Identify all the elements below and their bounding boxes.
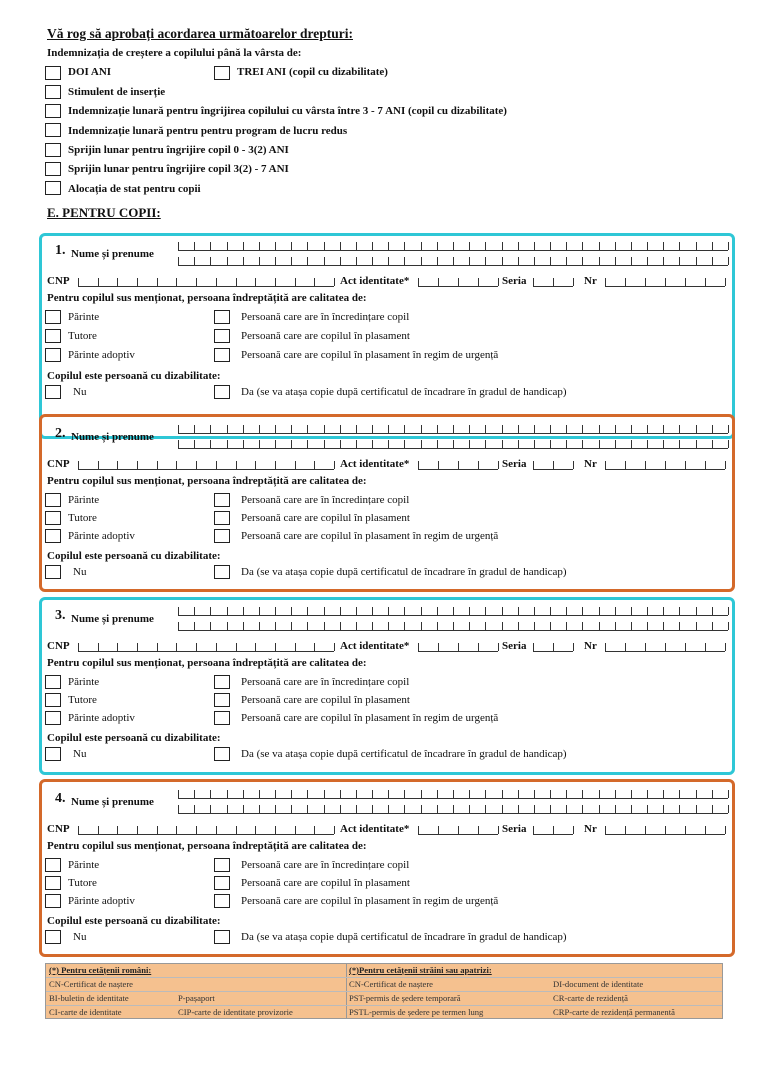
label-cnp: CNP [47,823,70,835]
checkbox-incredintare[interactable] [214,858,230,872]
input-seria[interactable] [533,461,573,470]
footer-right-item: CRP-carte de rezidență permanentă [553,1007,675,1017]
subtitle-indemnizatie: Indemnizația de creștere a copilului până la vârsta de: [47,47,302,59]
label-nr: Nr [584,458,597,470]
checkbox-plasament[interactable] [214,511,230,525]
label-plasament: Persoană care are copilul în plasament [241,512,410,524]
label-seria: Seria [502,458,527,470]
label-tutore: Tutore [68,330,97,342]
input-nr[interactable] [605,278,725,287]
label-da: Da (se va atașa copie după certificatul de încadrare în gradul de handicap) [241,748,567,760]
label-nu: Nu [73,566,87,578]
checkbox-da[interactable] [214,747,230,761]
checkbox-indemnizatie-3-7[interactable] [45,104,61,118]
label-parinte: Părinte [68,859,100,871]
label-parinte-adoptiv: Părinte adoptiv [68,895,135,907]
label-da: Da (se va atașa copie după certificatul de încadrare în gradul de handicap) [241,386,567,398]
label-nr: Nr [584,823,597,835]
input-cnp[interactable] [78,826,334,835]
label-da: Da (se va atașa copie după certificatul de încadrare în gradul de handicap) [241,931,567,943]
label-trei-ani: TREI ANI (copil cu dizabilitate) [237,66,388,78]
label-alocatie: Alocația de stat pentru copii [68,183,201,195]
checkbox-doi-ani[interactable] [45,66,61,80]
label-incredintare: Persoană care are în încredințare copil [241,676,410,688]
checkbox-nu[interactable] [45,930,61,944]
label-plasament-urgenta: Persoană care are copilul în plasament în regim de urgență [241,895,499,907]
input-cnp[interactable] [78,461,334,470]
checkbox-parinte[interactable] [45,493,61,507]
checkbox-nu[interactable] [45,565,61,579]
input-seria[interactable] [533,278,573,287]
label-nume-prenume: Nume și prenume [71,613,154,625]
footer-right-title: (*)Pentru cetățenii străini sau apatrizi: [349,965,492,975]
checkbox-parinte-adoptiv[interactable] [45,711,61,725]
label-plasament-urgenta: Persoană care are copilul în plasament în regim de urgență [241,349,499,361]
label-calitate-question: Pentru copilul sus menționat, persoana îndreptățită are calitatea de: [47,657,367,669]
label-act-identitate: Act identitate* [340,275,410,287]
input-nume-prenume[interactable] [178,242,728,251]
checkbox-da[interactable] [214,565,230,579]
child-number: 4. [55,791,66,806]
label-dizabilitate-question: Copilul este persoană cu dizabilitate: [47,732,221,744]
footer-legend [45,963,723,1019]
label-nu: Nu [73,386,87,398]
label-calitate-question: Pentru copilul sus menționat, persoana îndreptățită are calitatea de: [47,292,367,304]
label-parinte: Părinte [68,311,100,323]
label-parinte-adoptiv: Părinte adoptiv [68,349,135,361]
checkbox-stimulent[interactable] [45,85,61,99]
label-parinte-adoptiv: Părinte adoptiv [68,530,135,542]
checkbox-incredintare[interactable] [214,675,230,689]
input-act-identitate[interactable] [418,461,498,470]
label-cnp: CNP [47,458,70,470]
checkbox-parinte-adoptiv[interactable] [45,894,61,908]
label-doi-ani: DOI ANI [68,66,112,78]
input-nume-prenume[interactable] [178,790,728,799]
label-parinte-adoptiv: Părinte adoptiv [68,712,135,724]
label-nu: Nu [73,748,87,760]
label-nu: Nu [73,931,87,943]
input-act-identitate[interactable] [418,278,498,287]
input-cnp[interactable] [78,643,334,652]
child-number: 3. [55,608,66,623]
label-parinte: Părinte [68,676,100,688]
label-plasament: Persoană care are copilul în plasament [241,330,410,342]
input-act-identitate[interactable] [418,826,498,835]
form-title: Vă rog să aprobați acordarea următoarelor drepturi: [47,26,353,41]
label-sprijin-3-7: Sprijin lunar pentru îngrijire copil 3(2) - 7 ANI [68,163,289,175]
footer-right-item: CR-carte de rezidență [553,993,628,1003]
checkbox-parinte[interactable] [45,310,61,324]
label-incredintare: Persoană care are în încredințare copil [241,311,410,323]
label-indemnizatie-3-7: Indemnizație lunară pentru îngrijirea copilului cu vârsta între 3 - 7 ANI (copil cu dizabilitate) [68,105,507,117]
checkbox-parinte[interactable] [45,858,61,872]
checkbox-plasament-urgenta[interactable] [214,529,230,543]
label-da: Da (se va atașa copie după certificatul de încadrare în gradul de handicap) [241,566,567,578]
footer-left-item: CI-carte de identitate [49,1007,122,1017]
checkbox-parinte-adoptiv[interactable] [45,529,61,543]
input-nume-prenume-2[interactable] [178,805,728,814]
checkbox-program-redus[interactable] [45,123,61,137]
checkbox-plasament-urgenta[interactable] [214,348,230,362]
footer-right-item: DI-document de identitate [553,979,644,989]
footer-right-item: CN-Certificat de naștere [349,979,433,989]
label-act-identitate: Act identitate* [340,823,410,835]
checkbox-plasament[interactable] [214,693,230,707]
checkbox-sprijin-0-3[interactable] [45,143,61,157]
checkbox-alocatie[interactable] [45,181,61,195]
input-nume-prenume-2[interactable] [178,257,728,266]
input-seria[interactable] [533,826,573,835]
checkbox-incredintare[interactable] [214,493,230,507]
footer-right-item: PST-permis de ședere temporară [349,993,461,1003]
label-nume-prenume: Nume și prenume [71,796,154,808]
label-incredintare: Persoană care are în încredințare copil [241,494,410,506]
checkbox-plasament[interactable] [214,329,230,343]
label-plasament: Persoană care are copilul în plasament [241,877,410,889]
input-act-identitate[interactable] [418,643,498,652]
label-program-redus: Indemnizație lunară pentru pentru program de lucru redus [68,125,348,137]
child-number: 2. [55,426,66,441]
footer-left-item: P-pașaport [178,993,215,1003]
label-parinte: Părinte [68,494,100,506]
label-calitate-question: Pentru copilul sus menționat, persoana îndreptățită are calitatea de: [47,840,367,852]
checkbox-tutore[interactable] [45,876,61,890]
label-cnp: CNP [47,275,70,287]
label-stimulent: Stimulent de inserție [68,86,166,98]
label-nr: Nr [584,640,597,652]
label-cnp: CNP [47,640,70,652]
checkbox-tutore[interactable] [45,693,61,707]
input-nume-prenume-2[interactable] [178,622,728,631]
label-seria: Seria [502,275,527,287]
checkbox-plasament[interactable] [214,876,230,890]
checkbox-parinte[interactable] [45,675,61,689]
checkbox-tutore[interactable] [45,511,61,525]
label-plasament-urgenta: Persoană care are copilul în plasament în regim de urgență [241,530,499,542]
checkbox-sprijin-3-7[interactable] [45,162,61,176]
checkbox-da[interactable] [214,930,230,944]
footer-right-item: PSTL-permis de ședere pe termen lung [349,1007,484,1017]
label-nume-prenume: Nume și prenume [71,248,154,260]
checkbox-plasament-urgenta[interactable] [214,711,230,725]
checkbox-trei-ani[interactable] [214,66,230,80]
label-nr: Nr [584,275,597,287]
checkbox-nu[interactable] [45,747,61,761]
label-plasament: Persoană care are copilul în plasament [241,694,410,706]
label-calitate-question: Pentru copilul sus menționat, persoana îndreptățită are calitatea de: [47,475,367,487]
label-sprijin-0-3: Sprijin lunar pentru îngrijire copil 0 - 3(2) ANI [68,144,289,156]
checkbox-incredintare[interactable] [214,310,230,324]
input-nume-prenume-2[interactable] [178,440,728,449]
input-seria[interactable] [533,643,573,652]
checkbox-nu[interactable] [45,385,61,399]
label-act-identitate: Act identitate* [340,640,410,652]
label-dizabilitate-question: Copilul este persoană cu dizabilitate: [47,550,221,562]
label-tutore: Tutore [68,877,97,889]
input-cnp[interactable] [78,278,334,287]
label-incredintare: Persoană care are în încredințare copil [241,859,410,871]
checkbox-plasament-urgenta[interactable] [214,894,230,908]
child-number: 1. [55,243,66,258]
section-e-heading: E. PENTRU COPII: [47,205,161,220]
checkbox-parinte-adoptiv[interactable] [45,348,61,362]
checkbox-tutore[interactable] [45,329,61,343]
label-dizabilitate-question: Copilul este persoană cu dizabilitate: [47,915,221,927]
label-plasament-urgenta: Persoană care are copilul în plasament în regim de urgență [241,712,499,724]
checkbox-da[interactable] [214,385,230,399]
label-tutore: Tutore [68,694,97,706]
footer-left-item: BI-buletin de identitate [49,993,129,1003]
footer-left-item: CN-Certificat de naștere [49,979,133,989]
label-seria: Seria [502,640,527,652]
input-nume-prenume[interactable] [178,425,728,434]
label-seria: Seria [502,823,527,835]
input-nr[interactable] [605,461,725,470]
label-tutore: Tutore [68,512,97,524]
input-nume-prenume[interactable] [178,607,728,616]
label-act-identitate: Act identitate* [340,458,410,470]
input-nr[interactable] [605,826,725,835]
input-nr[interactable] [605,643,725,652]
label-dizabilitate-question: Copilul este persoană cu dizabilitate: [47,370,221,382]
footer-left-title: (*) Pentru cetățenii români: [49,965,152,975]
label-nume-prenume: Nume și prenume [71,431,154,443]
footer-left-item: CIP-carte de identitate provizorie [178,1007,293,1017]
